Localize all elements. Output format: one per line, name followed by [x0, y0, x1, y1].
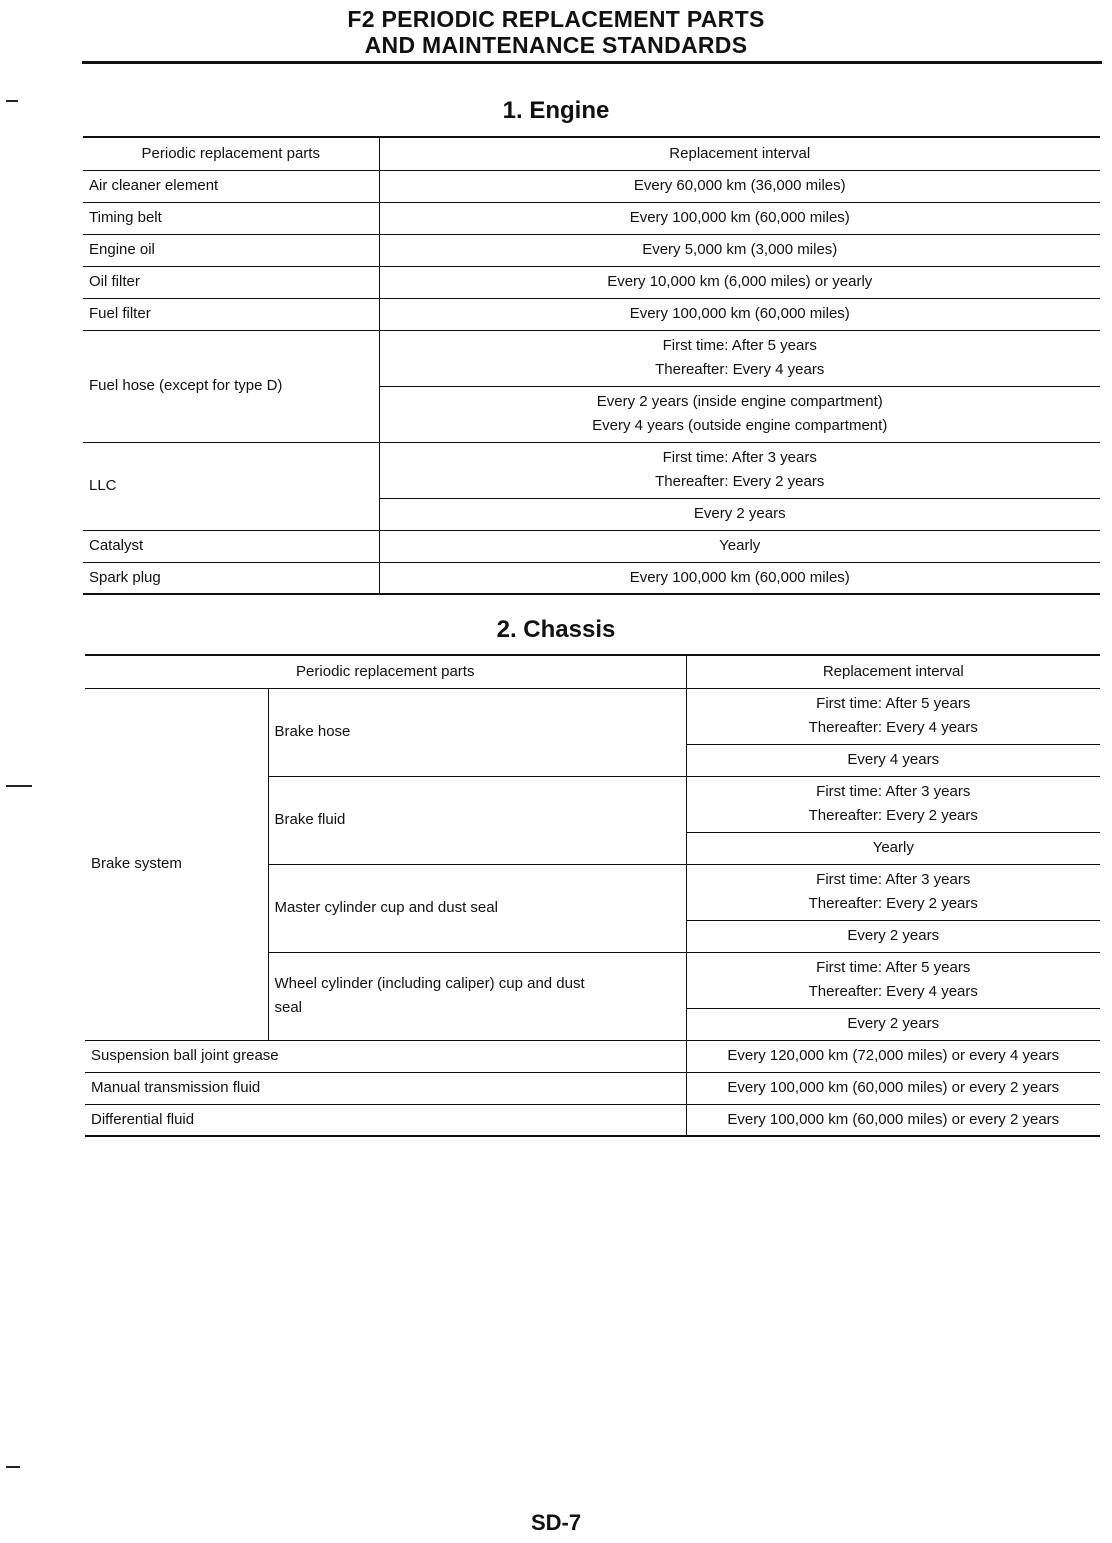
- table-row: [83, 170, 1100, 202]
- interval-line: Every 2 years (inside engine compartment): [596, 393, 883, 410]
- edge-mark: [6, 785, 32, 787]
- part-cell: Spark plug: [83, 562, 379, 594]
- table-row: [85, 688, 1100, 744]
- interval-line: Thereafter: Every 2 years: [808, 807, 978, 824]
- interval-cell: [686, 864, 1100, 920]
- interval-line: First time: After 5 years: [816, 695, 971, 712]
- part-cell: Brake hose: [268, 688, 686, 776]
- part-cell: Oil filter: [83, 266, 379, 298]
- page-title: [0, 6, 1112, 58]
- interval-line: First time: After 5 years: [662, 337, 817, 354]
- interval-line: Thereafter: Every 2 years: [655, 473, 825, 490]
- part-cell: Suspension ball joint grease: [85, 1040, 686, 1072]
- edge-mark: [6, 1466, 20, 1468]
- interval-cell: Every 2 years: [686, 1008, 1100, 1040]
- table-row: [85, 1040, 1100, 1072]
- column-header-parts: Periodic replacement parts: [85, 655, 686, 688]
- table-row: [85, 1104, 1100, 1136]
- interval-cell: Every 100,000 km (60,000 miles) or every 2 years: [686, 1072, 1100, 1104]
- page-number: SD-7: [530, 1510, 582, 1535]
- part-cell: Air cleaner element: [83, 170, 379, 202]
- interval-line: Thereafter: Every 4 years: [655, 361, 825, 378]
- page-title-line-2: AND MAINTENANCE STANDARDS: [364, 32, 748, 58]
- interval-cell: [686, 952, 1100, 1008]
- part-line: seal: [274, 999, 303, 1016]
- page-title-line-1: F2 PERIODIC REPLACEMENT PARTS: [347, 6, 765, 32]
- interval-line: First time: After 3 years: [662, 449, 817, 466]
- interval-cell: Yearly: [686, 832, 1100, 864]
- title-rule: [82, 61, 1102, 64]
- table-row: [83, 234, 1100, 266]
- interval-line: Thereafter: Every 2 years: [808, 895, 978, 912]
- part-cell: [268, 952, 686, 1040]
- table-row: [83, 266, 1100, 298]
- interval-cell: [379, 386, 1100, 442]
- interval-line: First time: After 5 years: [816, 959, 971, 976]
- part-cell: Fuel filter: [83, 298, 379, 330]
- interval-cell: Every 60,000 km (36,000 miles): [379, 170, 1100, 202]
- interval-cell: Every 100,000 km (60,000 miles): [379, 298, 1100, 330]
- interval-cell: Every 100,000 km (60,000 miles): [379, 562, 1100, 594]
- table-header-row: [85, 655, 1100, 688]
- interval-cell: Every 100,000 km (60,000 miles) or every 2 years: [686, 1104, 1100, 1136]
- table-row: [83, 442, 1100, 498]
- interval-cell: [379, 442, 1100, 498]
- interval-cell: [686, 688, 1100, 744]
- interval-line: Thereafter: Every 4 years: [808, 983, 978, 1000]
- part-cell: Timing belt: [83, 202, 379, 234]
- part-cell: Catalyst: [83, 530, 379, 562]
- interval-cell: Yearly: [379, 530, 1100, 562]
- chassis-heading: 2. Chassis: [496, 616, 616, 643]
- part-cell: Fuel hose (except for type D): [83, 330, 379, 442]
- table-row: [83, 330, 1100, 386]
- group-cell: Brake system: [85, 688, 268, 1040]
- table-row: [83, 530, 1100, 562]
- table-row: [83, 298, 1100, 330]
- column-header-interval: Replacement interval: [686, 655, 1100, 688]
- part-cell: Differential fluid: [85, 1104, 686, 1136]
- interval-cell: [379, 330, 1100, 386]
- interval-line: Every 4 years (outside engine compartment): [592, 417, 888, 434]
- table-row: [83, 202, 1100, 234]
- interval-cell: Every 10,000 km (6,000 miles) or yearly: [379, 266, 1100, 298]
- part-line: Wheel cylinder (including caliper) cup and dust: [274, 975, 585, 992]
- interval-cell: Every 100,000 km (60,000 miles): [379, 202, 1100, 234]
- engine-table: [83, 136, 1100, 595]
- table-row: [85, 1072, 1100, 1104]
- part-cell: LLC: [83, 442, 379, 530]
- chassis-table: [85, 654, 1100, 1137]
- interval-cell: [686, 776, 1100, 832]
- interval-cell: Every 120,000 km (72,000 miles) or every 4 years: [686, 1040, 1100, 1072]
- part-cell: Brake fluid: [268, 776, 686, 864]
- interval-cell: Every 2 years: [686, 920, 1100, 952]
- interval-cell: Every 5,000 km (3,000 miles): [379, 234, 1100, 266]
- engine-heading: 1. Engine: [502, 97, 610, 124]
- interval-cell: Every 2 years: [379, 498, 1100, 530]
- interval-line: First time: After 3 years: [816, 871, 971, 888]
- table-header-row: [83, 137, 1100, 170]
- interval-line: Thereafter: Every 4 years: [808, 719, 978, 736]
- table-row: [83, 562, 1100, 594]
- part-cell: Master cylinder cup and dust seal: [268, 864, 686, 952]
- column-header-interval: Replacement interval: [379, 137, 1100, 170]
- interval-line: First time: After 3 years: [816, 783, 971, 800]
- part-cell: Engine oil: [83, 234, 379, 266]
- column-header-parts: Periodic replacement parts: [83, 137, 379, 170]
- part-cell: Manual transmission fluid: [85, 1072, 686, 1104]
- interval-cell: Every 4 years: [686, 744, 1100, 776]
